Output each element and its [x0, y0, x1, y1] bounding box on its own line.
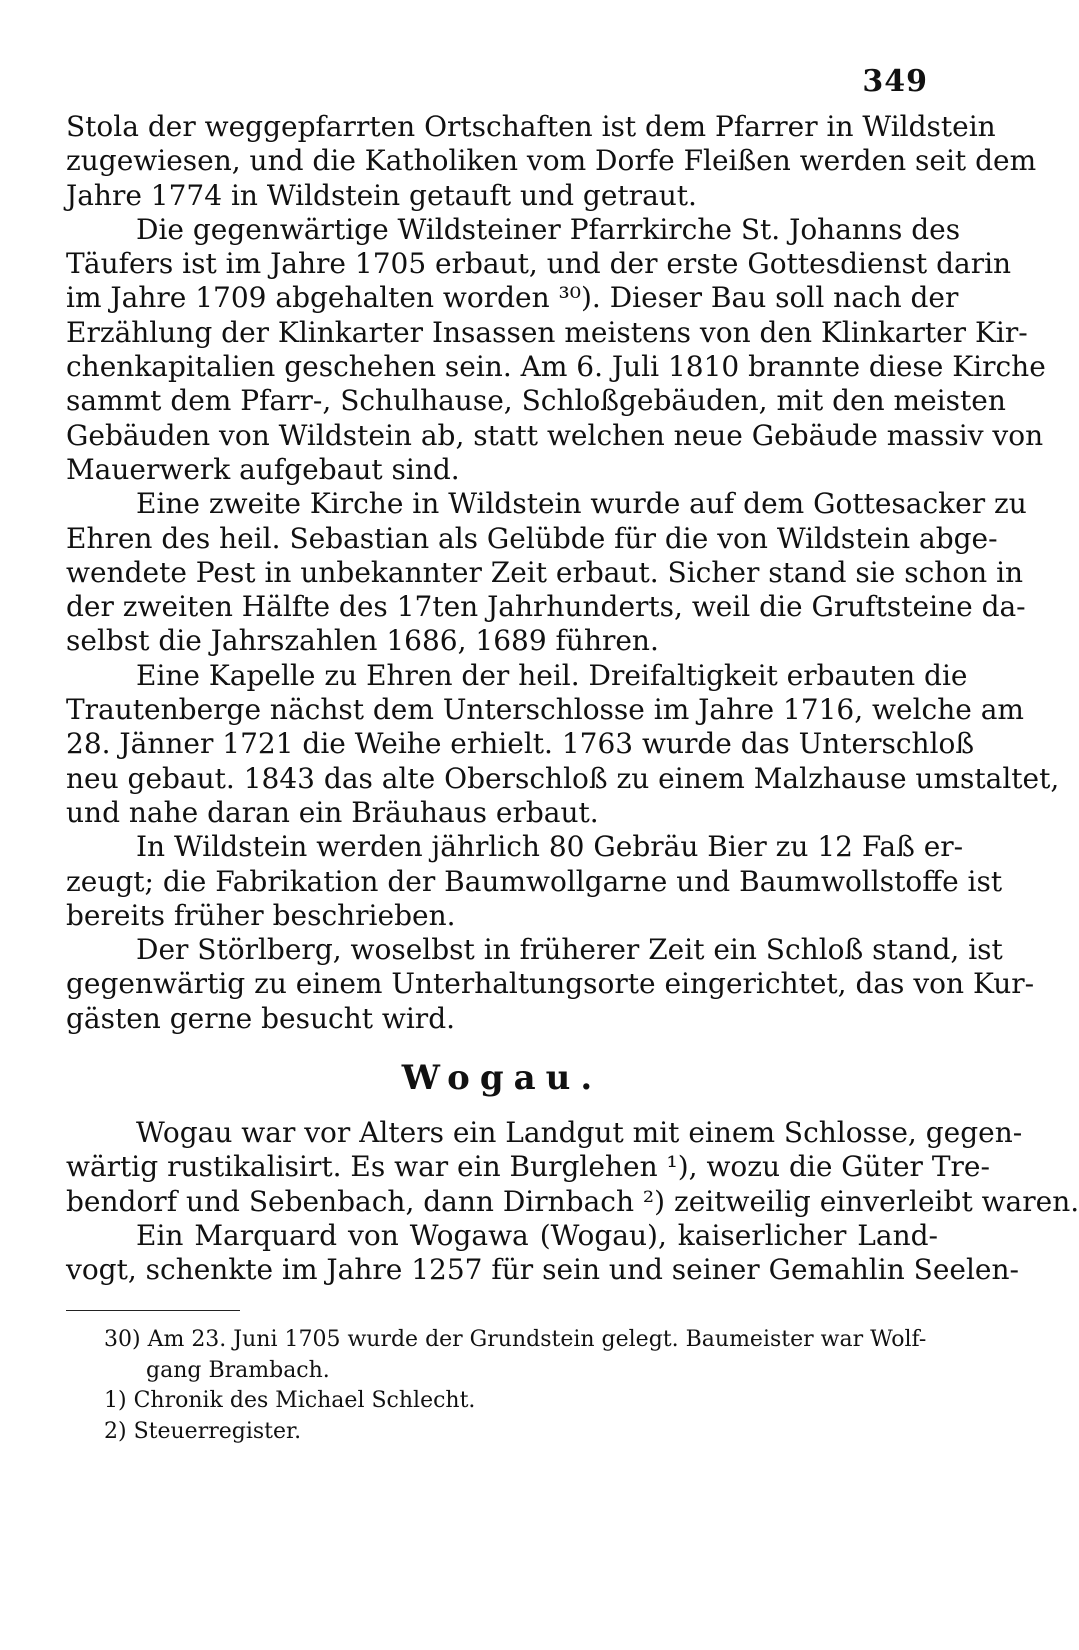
footnote-line: 1) Chronik des Michael Schlecht. — [104, 1388, 476, 1413]
footnote-separator — [66, 1310, 240, 1311]
paragraph-line: Eine Kapelle zu Ehren der heil. Dreifaltigkeit erbauten die — [136, 658, 968, 692]
paragraph-line: Mauerwerk aufgebaut sind. — [66, 452, 460, 486]
paragraph-line: der zweiten Hälfte des 17ten Jahrhunderts, weil die Gruftsteine da- — [66, 590, 1026, 624]
paragraph-line: chenkapitalien geschehen sein. Am 6. Juli 1810 brannte diese Kirche — [66, 350, 1046, 384]
paragraph-line: sammt dem Pfarr-, Schulhause, Schloßgebäuden, mit den meisten — [66, 384, 1006, 418]
paragraphs-before — [66, 110, 1060, 1036]
paragraph — [66, 933, 1035, 1036]
paragraph-line: Wogau war vor Alters ein Landgut mit einem Schlosse, gegen- — [136, 1116, 1023, 1150]
footnote-line: gang Brambach. — [146, 1357, 330, 1383]
paragraph-line: im Jahre 1709 abgehalten worden ³⁰). Dieser Bau soll nach der — [66, 281, 959, 315]
paragraph-line: Jahre 1774 in Wildstein getauft und getraut. — [66, 178, 697, 212]
paragraphs-after — [66, 1116, 1079, 1287]
footnote — [104, 1386, 936, 1417]
paragraph-line: Stola der weggepfarrten Ortschaften ist dem Pfarrer in Wildstein — [66, 110, 996, 143]
paragraph-line: bereits früher beschrieben. — [66, 898, 456, 932]
section-heading: Wogau. — [401, 1058, 603, 1099]
paragraph — [66, 110, 1037, 213]
paragraph-line: zeugt; die Fabrikation der Baumwollgarne und Baumwollstoffe ist — [66, 864, 1003, 898]
paragraph-line: Gebäuden von Wildstein ab, statt welchen neue Gebäude massiv von — [66, 418, 1044, 452]
paragraph-line: wendete Pest in unbekannter Zeit erbaut. Sicher stand sie schon in — [66, 555, 1024, 589]
paragraph-line: Eine zweite Kirche in Wildstein wurde auf dem Gottesacker zu — [136, 487, 1027, 521]
paragraph-line: selbst die Jahrszahlen 1686, 1689 führen. — [66, 624, 659, 658]
paragraph-line: Ehren des heil. Sebastian als Gelübde für die von Wildstein abge- — [66, 521, 998, 555]
footnote — [104, 1417, 936, 1448]
paragraph — [66, 1218, 1019, 1288]
footnote-line: 2) Steuerregister. — [104, 1418, 302, 1444]
paragraph-line: gegenwärtig zu einem Unterhaltungsorte eingerichtet, das von Kur- — [66, 967, 1035, 1001]
footnotes — [104, 1325, 936, 1447]
paragraph-line: wärtig rustikalisirt. Es war ein Burglehen ¹), wozu die Güter Tre- — [66, 1150, 990, 1184]
paragraph-line: bendorf und Sebenbach, dann Dirnbach ²) zeitweilig einverleibt waren. — [66, 1184, 1079, 1218]
paragraph-line: Der Störlberg, woselbst in früherer Zeit ein Schloß stand, ist — [136, 933, 1003, 967]
paragraph — [66, 1116, 1079, 1219]
paragraph-line: zugewiesen, und die Katholiken vom Dorfe Fleißen werden seit dem — [66, 144, 1037, 178]
footnote-line: 30) Am 23. Juni 1705 wurde der Grundstein gelegt. Baumeister war Wolf- — [104, 1327, 927, 1352]
paragraph-line: vogt, schenkte im Jahre 1257 für sein und seiner Gemahlin Seelen- — [66, 1253, 1019, 1287]
paragraph — [66, 212, 1046, 487]
paragraph-line: 28. Jänner 1721 die Weihe erhielt. 1763 wurde das Unterschloß — [66, 727, 975, 761]
body-text — [66, 110, 1079, 1288]
paragraph — [66, 487, 1027, 658]
paragraph-line: neu gebaut. 1843 das alte Oberschloß zu einem Malzhause umstaltet, — [66, 761, 1060, 795]
paragraph-line: gästen gerne besucht wird. — [66, 1001, 456, 1035]
paragraph-line: Trautenberge nächst dem Unterschlosse im Jahre 1716, welche am — [66, 693, 1024, 727]
page-number: 349 — [862, 64, 928, 99]
paragraph-line: In Wildstein werden jährlich 80 Gebräu Bier zu 12 Faß er- — [136, 830, 964, 864]
paragraph-line: Die gegenwärtige Wildsteiner Pfarrkirche St. Johanns des — [136, 212, 961, 246]
paragraph — [66, 830, 1003, 933]
paragraph-line: Erzählung der Klinkarter Insassen meistens von den Klinkarter Kir- — [66, 315, 1028, 349]
footnote — [104, 1325, 936, 1386]
paragraph-line: Ein Marquard von Wogawa (Wogau), kaiserlicher Land- — [136, 1218, 938, 1252]
paragraph-line: und nahe daran ein Bräuhaus erbaut. — [66, 795, 599, 829]
paragraph — [66, 658, 1060, 830]
paragraph-line: Täufers ist im Jahre 1705 erbaut, und der erste Gottesdienst darin — [66, 247, 1012, 281]
